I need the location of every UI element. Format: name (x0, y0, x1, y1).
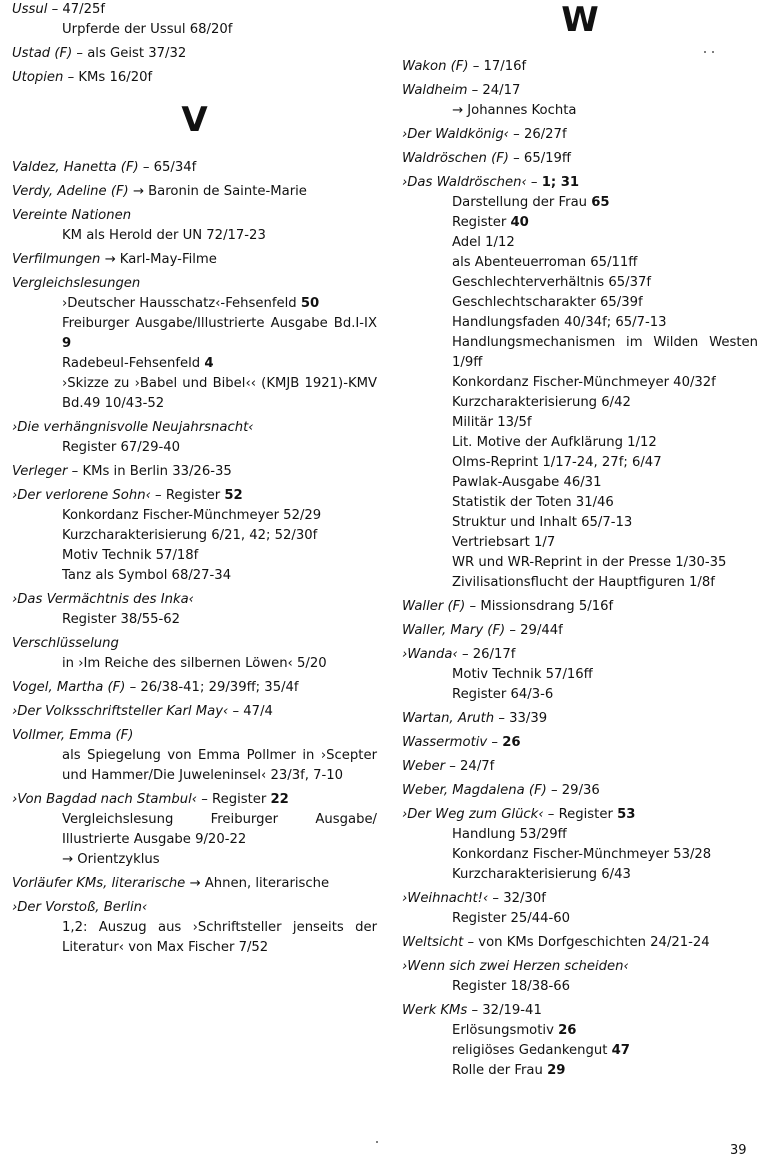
index-reference-text: ›Skizze zu ›Babel und Bibel‹‹ (KMJB 1921)-KMV Bd.49 10/43-52 (62, 376, 377, 411)
index-headword: ›Das Waldröschen‹ (402, 175, 527, 190)
index-reference-text: Motiv Technik 57/16ff (452, 667, 593, 682)
index-subentry-line (12, 810, 377, 850)
index-headword: Verleger (12, 464, 68, 479)
index-headword-line (402, 125, 758, 145)
index-headword-line (12, 0, 377, 20)
index-reference-text: Handlung 53/29ff (452, 827, 567, 842)
index-entry (12, 68, 377, 88)
index-headword: ›Der verlorene Sohn‹ (12, 488, 151, 503)
index-headword: Verfilmungen (12, 252, 101, 267)
index-reference-text: Darstellung der Frau (452, 195, 592, 210)
index-entry (12, 206, 377, 246)
index-subentry-line (402, 533, 758, 553)
index-reference-text: – 65/19ff (508, 151, 572, 166)
index-headword-line (402, 173, 758, 193)
index-headword: Vollmer, Emma (F) (12, 728, 134, 743)
index-entry (12, 462, 377, 482)
index-headword-line (12, 790, 377, 810)
index-entry (12, 874, 377, 894)
index-entry (402, 173, 758, 593)
print-speck (376, 1141, 378, 1143)
index-reference-text: als Abenteuerroman 65/11ff (452, 255, 638, 270)
index-headword: Weltsicht (402, 935, 464, 950)
index-reference-text: Vertriebsart 1/7 (452, 535, 556, 550)
index-headword-line (12, 590, 377, 610)
index-subentry-line (402, 1061, 758, 1081)
index-headword-line (402, 933, 758, 953)
index-subentry-line (12, 610, 377, 630)
index-headword-line (402, 709, 758, 729)
index-headword: Waller, Mary (F) (402, 623, 506, 638)
index-reference-text: – Register (197, 792, 271, 807)
index-entry (12, 0, 377, 40)
index-headword: Utopien (12, 70, 64, 85)
index-headword-line (402, 621, 758, 641)
index-entry (12, 634, 377, 674)
bold-page-reference: 26 (502, 735, 521, 750)
index-subentry-line (12, 526, 377, 546)
index-reference-text: – (526, 175, 542, 190)
index-reference-text: – 26/17f (457, 647, 516, 662)
index-headword: Waldröschen (F) (402, 151, 509, 166)
index-reference-text: Konkordanz Fischer-Münchmeyer 53/28 (452, 847, 712, 862)
index-entry (402, 125, 758, 145)
index-reference-text: – Register (543, 807, 618, 822)
index-entry (12, 790, 377, 870)
index-headword-line (402, 757, 758, 777)
index-headword: Weber, Magdalena (F) (402, 783, 547, 798)
index-reference-text: Urpferde der Ussul 68/20f (62, 22, 233, 37)
index-reference-text: Olms-Reprint 1/17-24, 27f; 6/47 (452, 455, 662, 470)
index-reference-text: WR und WR-Reprint in der Presse 1/30-35 (452, 555, 727, 570)
index-reference-text: in ›Im Reiche des silbernen Löwen‹ 5/20 (62, 656, 327, 671)
index-headword-line (402, 597, 758, 617)
index-headword-line (402, 1001, 758, 1021)
index-reference-text: Kurzcharakterisierung 6/42 (452, 395, 631, 410)
left-column (12, 0, 377, 962)
index-subentry-line (402, 253, 758, 273)
index-headword: Valdez, Hanetta (F) (12, 160, 139, 175)
index-subentry-line (402, 845, 758, 865)
bold-page-reference: 52 (224, 488, 243, 503)
index-headword-line (402, 957, 758, 977)
index-reference-text: Motiv Technik 57/18f (62, 548, 199, 563)
index-subentry-line (12, 226, 377, 246)
index-reference-text: Zivilisationsflucht der Hauptfiguren 1/8f (452, 575, 715, 590)
index-reference-text: – KMs 16/20f (63, 70, 153, 85)
index-reference-text: ›Deutscher Hausschatz‹-Fehsenfeld (62, 296, 301, 311)
index-entry (402, 781, 758, 801)
index-headword-line (12, 274, 377, 294)
index-reference-text: – 26/38-41; 29/39ff; 35/4f (125, 680, 299, 695)
index-headword-line (402, 81, 758, 101)
index-headword: Ustad (F) (12, 46, 73, 61)
index-entry (402, 709, 758, 729)
index-reference-text: – (487, 735, 503, 750)
index-entry (402, 889, 758, 929)
index-headword: Wassermotiv (402, 735, 488, 750)
index-subentry-line (402, 493, 758, 513)
index-reference-text: 1,2: Auszug aus ›Schriftsteller jenseits der Literatur‹ von Max Fischer 7/52 (62, 920, 377, 955)
index-subentry-line (12, 850, 377, 870)
index-subentry-line (402, 1041, 758, 1061)
index-headword-line (402, 781, 758, 801)
index-headword-line (12, 486, 377, 506)
index-entry (12, 418, 377, 458)
index-headword-line (12, 182, 377, 202)
index-reference-text: religiöses Gedankengut (452, 1043, 612, 1058)
index-reference-text: Struktur und Inhalt 65/7-13 (452, 515, 633, 530)
index-subentry-line (402, 273, 758, 293)
index-reference-text: Rolle der Frau (452, 1063, 548, 1078)
index-reference-text: Register 25/44-60 (452, 911, 571, 926)
index-headword-line (402, 805, 758, 825)
index-entry (12, 158, 377, 178)
index-headword: ›Weihnacht!‹ (402, 891, 489, 906)
index-headword-line (402, 645, 758, 665)
index-subentry-line (402, 233, 758, 253)
index-headword: ›Der Volksschriftsteller Karl May‹ (12, 704, 229, 719)
index-entry (12, 250, 377, 270)
index-subentry-line (402, 665, 758, 685)
index-headword: ›Wenn sich zwei Herzen scheiden‹ (402, 959, 629, 974)
index-reference-text: Register 38/55-62 (62, 612, 181, 627)
index-entry (402, 957, 758, 997)
index-headword: Vogel, Martha (F) (12, 680, 126, 695)
index-headword-line (12, 418, 377, 438)
index-entry (402, 81, 758, 121)
index-headword: ›Das Vermächtnis des Inka‹ (12, 592, 194, 607)
index-subentry-line (402, 333, 758, 373)
index-headword-line (12, 634, 377, 654)
index-entry (12, 678, 377, 698)
index-reference-text: – 24/17 (467, 83, 521, 98)
index-subentry-line (12, 314, 377, 354)
index-reference-text: Tanz als Symbol 68/27-34 (62, 568, 232, 583)
index-entries-w (402, 57, 758, 1081)
index-reference-text: – von KMs Dorfgeschichten 24/21-24 (463, 935, 710, 950)
index-reference-text: Handlungsmechanismen im Wilden Westen 1/9ff (452, 335, 758, 370)
index-subentry-line (402, 685, 758, 705)
index-reference-text: Geschlechtscharakter 65/39f (452, 295, 643, 310)
index-reference-text: Register 64/3-6 (452, 687, 554, 702)
index-subentry-line (402, 513, 758, 533)
index-reference-text: Radebeul-Fehsenfeld (62, 356, 205, 371)
index-entry (12, 590, 377, 630)
index-headword: Weber (402, 759, 446, 774)
index-reference-text: als Spiegelung von Emma Pollmer in ›Scepter und Hammer/Die Juweleninsel‹ 23/3f, 7-10 (62, 748, 377, 783)
index-reference-text: Konkordanz Fischer-Münchmeyer 40/32f (452, 375, 716, 390)
index-entry (12, 274, 377, 414)
index-subentry-line (402, 865, 758, 885)
index-subentry-line (12, 294, 377, 314)
index-reference-text: – KMs in Berlin 33/26-35 (67, 464, 232, 479)
index-subentry-line (12, 546, 377, 566)
index-reference-text: Lit. Motive der Aufklärung 1/12 (452, 435, 657, 450)
index-reference-text: – 26/27f (508, 127, 567, 142)
index-reference-text: Adel 1/12 (452, 235, 515, 250)
index-headword: Verschlüsselung (12, 636, 119, 651)
index-reference-text: → Karl-May-Filme (100, 252, 217, 267)
index-subentry-line (402, 825, 758, 845)
index-reference-text: Konkordanz Fischer-Münchmeyer 52/29 (62, 508, 322, 523)
index-subentry-line (402, 313, 758, 333)
index-headword-line (12, 44, 377, 64)
index-headword: ›Von Bagdad nach Stambul‹ (12, 792, 198, 807)
index-entry (12, 898, 377, 958)
bold-page-reference: 29 (547, 1063, 566, 1078)
index-reference-text: – 29/36 (546, 783, 600, 798)
index-subentry-line (12, 374, 377, 414)
index-subentry-line (402, 909, 758, 929)
index-reference-text: Vergleichslesung Freiburger Ausgabe/ Illustrierte Ausgabe 9/20-22 (62, 812, 377, 847)
index-entry (402, 149, 758, 169)
index-subentry-line (12, 746, 377, 786)
index-reference-text: – 47/25f (47, 2, 106, 17)
index-reference-text: – 33/39 (494, 711, 548, 726)
index-subentry-line (12, 918, 377, 958)
index-subentry-line (12, 438, 377, 458)
index-entry (12, 182, 377, 202)
index-reference-text: – 32/30f (488, 891, 546, 906)
bold-page-reference: 53 (617, 807, 636, 822)
index-headword-line (12, 250, 377, 270)
index-headword: Vereinte Nationen (12, 208, 132, 223)
index-reference-text: Register 67/29-40 (62, 440, 181, 455)
index-headword: Waldheim (402, 83, 468, 98)
bold-page-reference: 9 (62, 336, 72, 351)
index-headword: ›Die verhängnisvolle Neujahrsnacht‹ (12, 420, 254, 435)
index-reference-text: – Missionsdrang 5/16f (465, 599, 614, 614)
index-reference-text: Kurzcharakterisierung 6/43 (452, 867, 631, 882)
print-speck (704, 51, 706, 53)
index-reference-text: – 17/16f (468, 59, 527, 74)
index-reference-text: Statistik der Toten 31/46 (452, 495, 614, 510)
index-reference-text: → Johannes Kochta (452, 103, 577, 118)
index-subentry-line (12, 354, 377, 374)
index-subentry-line (402, 553, 758, 573)
index-subentry-line (402, 1021, 758, 1041)
index-headword-line (12, 726, 377, 746)
print-speck (712, 51, 714, 53)
section-letter-w: W (561, 0, 599, 40)
index-headword: Ussul (12, 2, 48, 17)
right-column (402, 0, 758, 1085)
index-entry (12, 726, 377, 786)
index-reference-text: Pawlak-Ausgabe 46/31 (452, 475, 602, 490)
index-entry (402, 1001, 758, 1081)
index-reference-text: – 24/7f (445, 759, 495, 774)
index-reference-text: KM als Herold der UN 72/17-23 (62, 228, 266, 243)
index-entry (402, 805, 758, 885)
index-reference-text: Militär 13/5f (452, 415, 532, 430)
index-reference-text: Kurzcharakterisierung 6/21, 42; 52/30f (62, 528, 318, 543)
index-headword: ›Der Weg zum Glück‹ (402, 807, 544, 822)
index-headword: Wakon (F) (402, 59, 469, 74)
index-entry (402, 597, 758, 617)
index-entries-v (12, 158, 377, 958)
index-reference-text: – 47/4 (228, 704, 273, 719)
index-headword-line (402, 733, 758, 753)
index-reference-text: Handlungsfaden 40/34f; 65/7-13 (452, 315, 667, 330)
index-entry (12, 44, 377, 64)
index-headword-line (12, 206, 377, 226)
bold-page-reference: 65 (591, 195, 610, 210)
index-subentry-line (402, 433, 758, 453)
index-subentry-line (12, 654, 377, 674)
index-headword: Waller (F) (402, 599, 466, 614)
index-reference-text: → Orientzyklus (62, 852, 160, 867)
index-headword-line (12, 678, 377, 698)
index-headword: Wartan, Aruth (402, 711, 495, 726)
bold-page-reference: 22 (270, 792, 289, 807)
index-subentry-line (402, 977, 758, 997)
bold-page-reference: 1; 31 (541, 175, 580, 190)
index-headword: ›Der Vorstoß, Berlin‹ (12, 900, 148, 915)
index-headword-line (12, 702, 377, 722)
index-headword: Vergleichslesungen (12, 276, 141, 291)
index-headword: Werk KMs (402, 1003, 468, 1018)
index-subentry-line (402, 193, 758, 213)
index-entry (402, 57, 758, 77)
page-number: 39 (730, 1143, 747, 1158)
index-reference-text: Register (452, 215, 511, 230)
index-subentry-line (402, 393, 758, 413)
index-subentry-line (402, 473, 758, 493)
index-subentry-line (402, 101, 758, 121)
bold-page-reference: 26 (558, 1023, 577, 1038)
index-entry (12, 486, 377, 586)
index-subentry-line (402, 573, 758, 593)
index-headword-line (12, 158, 377, 178)
index-headword: Verdy, Adeline (F) (12, 184, 129, 199)
index-reference-text: – als Geist 37/32 (72, 46, 187, 61)
index-reference-text: – 65/34f (138, 160, 197, 175)
index-reference-text: Geschlechterverhältnis 65/37f (452, 275, 652, 290)
index-reference-text: → Ahnen, literarische (185, 876, 330, 891)
index-headword: ›Der Waldkönig‹ (402, 127, 509, 142)
bold-page-reference: 47 (611, 1043, 630, 1058)
index-subentry-line (402, 453, 758, 473)
index-entry (402, 733, 758, 753)
index-headword-line (12, 874, 377, 894)
index-headword: Vorläufer KMs, literarische (12, 876, 186, 891)
index-headword: ›Wanda‹ (402, 647, 458, 662)
index-entry (402, 933, 758, 953)
index-entry (12, 702, 377, 722)
index-headword-line (12, 68, 377, 88)
index-subentry-line (402, 413, 758, 433)
section-letter-v: V (181, 100, 208, 140)
index-headword-line (402, 149, 758, 169)
index-reference-text: – 29/44f (505, 623, 563, 638)
index-reference-text: Erlösungsmotiv (452, 1023, 559, 1038)
index-subentry-line (12, 566, 377, 586)
index-subentry-line (402, 373, 758, 393)
index-reference-text: – 32/19-41 (467, 1003, 542, 1018)
bold-page-reference: 4 (204, 356, 214, 371)
index-subentry-line (12, 20, 377, 40)
index-reference-text: Register 18/38-66 (452, 979, 571, 994)
index-headword-line (12, 898, 377, 918)
index-headword-line (402, 57, 758, 77)
index-reference-text: → Baronin de Sainte-Marie (128, 184, 307, 199)
index-headword-line (12, 462, 377, 482)
index-subentry-line (402, 213, 758, 233)
index-reference-text: Freiburger Ausgabe/Illustrierte Ausgabe Bd.I-IX (62, 316, 377, 331)
index-entries-u (12, 0, 377, 88)
index-entry (402, 757, 758, 777)
index-subentry-line (12, 506, 377, 526)
index-entry (402, 621, 758, 641)
index-entry (402, 645, 758, 705)
index-headword-line (402, 889, 758, 909)
bold-page-reference: 50 (300, 296, 320, 311)
bold-page-reference: 40 (510, 215, 529, 230)
index-reference-text: – Register (150, 488, 225, 503)
index-subentry-line (402, 293, 758, 313)
